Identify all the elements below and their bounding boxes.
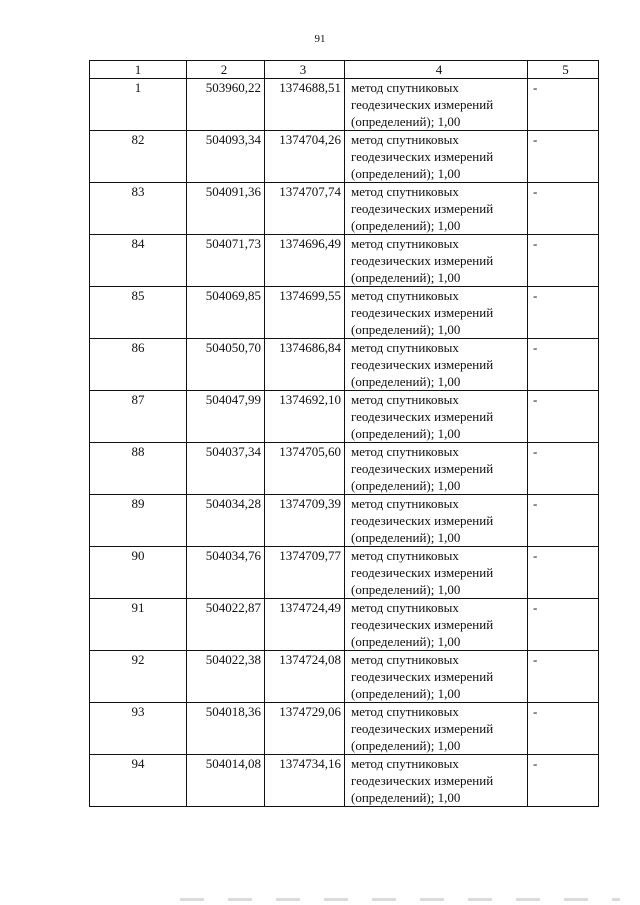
table-row [90, 339, 599, 391]
x-coordinate-cell: 503960,22 [187, 79, 265, 131]
y-coordinate-cell: 1374734,16 [265, 755, 345, 807]
method-accuracy-cell: метод спутниковых геодезических измерений (определений); 1,00 [345, 599, 528, 651]
note-cell: - [528, 339, 599, 391]
note-cell: - [528, 287, 599, 339]
method-accuracy-cell: метод спутниковых геодезических измерений (определений); 1,00 [345, 651, 528, 703]
method-accuracy-cell: метод спутниковых геодезических измерений (определений); 1,00 [345, 339, 528, 391]
header-col-1: 1 [90, 61, 187, 79]
note-cell: - [528, 755, 599, 807]
x-coordinate-cell: 504022,38 [187, 651, 265, 703]
note-cell: - [528, 495, 599, 547]
x-coordinate-cell: 504093,34 [187, 131, 265, 183]
y-coordinate-cell: 1374692,10 [265, 391, 345, 443]
x-coordinate-cell: 504050,70 [187, 339, 265, 391]
y-coordinate-cell: 1374729,06 [265, 703, 345, 755]
x-coordinate-cell: 504069,85 [187, 287, 265, 339]
y-coordinate-cell: 1374704,26 [265, 131, 345, 183]
note-cell: - [528, 651, 599, 703]
header-col-3: 3 [265, 61, 345, 79]
note-cell: - [528, 599, 599, 651]
method-accuracy-cell: метод спутниковых геодезических измерений (определений); 1,00 [345, 495, 528, 547]
method-accuracy-cell: метод спутниковых геодезических измерений (определений); 1,00 [345, 547, 528, 599]
table-row [90, 703, 599, 755]
method-accuracy-cell: метод спутниковых геодезических измерений (определений); 1,00 [345, 391, 528, 443]
x-coordinate-cell: 504071,73 [187, 235, 265, 287]
method-accuracy-cell: метод спутниковых геодезических измерений (определений); 1,00 [345, 235, 528, 287]
x-coordinate-cell: 504022,87 [187, 599, 265, 651]
note-cell: - [528, 131, 599, 183]
y-coordinate-cell: 1374705,60 [265, 443, 345, 495]
x-coordinate-cell: 504047,99 [187, 391, 265, 443]
y-coordinate-cell: 1374688,51 [265, 79, 345, 131]
method-accuracy-cell: метод спутниковых геодезических измерений (определений); 1,00 [345, 443, 528, 495]
table-row [90, 547, 599, 599]
table-row [90, 755, 599, 807]
coordinates-table [89, 60, 599, 807]
y-coordinate-cell: 1374686,84 [265, 339, 345, 391]
table-header-row [90, 61, 599, 79]
table-row [90, 131, 599, 183]
point-number-cell: 88 [90, 443, 187, 495]
method-accuracy-cell: метод спутниковых геодезических измерений (определений); 1,00 [345, 703, 528, 755]
point-number-cell: 92 [90, 651, 187, 703]
x-coordinate-cell: 504034,76 [187, 547, 265, 599]
table-row [90, 79, 599, 131]
point-number-cell: 86 [90, 339, 187, 391]
table-row [90, 235, 599, 287]
note-cell: - [528, 79, 599, 131]
page-number: 91 [314, 33, 326, 45]
point-number-cell: 84 [90, 235, 187, 287]
table-row [90, 495, 599, 547]
note-cell: - [528, 443, 599, 495]
point-number-cell: 87 [90, 391, 187, 443]
method-accuracy-cell: метод спутниковых геодезических измерений (определений); 1,00 [345, 131, 528, 183]
point-number-cell: 85 [90, 287, 187, 339]
note-cell: - [528, 391, 599, 443]
note-cell: - [528, 547, 599, 599]
table-row [90, 651, 599, 703]
y-coordinate-cell: 1374709,39 [265, 495, 345, 547]
header-col-2: 2 [187, 61, 265, 79]
y-coordinate-cell: 1374724,08 [265, 651, 345, 703]
method-accuracy-cell: метод спутниковых геодезических измерений (определений); 1,00 [345, 183, 528, 235]
header-col-5: 5 [528, 61, 599, 79]
point-number-cell: 82 [90, 131, 187, 183]
y-coordinate-cell: 1374707,74 [265, 183, 345, 235]
point-number-cell: 89 [90, 495, 187, 547]
table-row [90, 443, 599, 495]
scan-artifact [180, 898, 620, 901]
y-coordinate-cell: 1374709,77 [265, 547, 345, 599]
y-coordinate-cell: 1374696,49 [265, 235, 345, 287]
point-number-cell: 90 [90, 547, 187, 599]
point-number-cell: 83 [90, 183, 187, 235]
x-coordinate-cell: 504091,36 [187, 183, 265, 235]
x-coordinate-cell: 504014,08 [187, 755, 265, 807]
point-number-cell: 94 [90, 755, 187, 807]
table-row [90, 287, 599, 339]
method-accuracy-cell: метод спутниковых геодезических измерений (определений); 1,00 [345, 287, 528, 339]
header-col-4: 4 [345, 61, 528, 79]
point-number-cell: 93 [90, 703, 187, 755]
table-row [90, 391, 599, 443]
table-row [90, 599, 599, 651]
x-coordinate-cell: 504034,28 [187, 495, 265, 547]
method-accuracy-cell: метод спутниковых геодезических измерений (определений); 1,00 [345, 755, 528, 807]
table-row [90, 183, 599, 235]
x-coordinate-cell: 504018,36 [187, 703, 265, 755]
y-coordinate-cell: 1374724,49 [265, 599, 345, 651]
note-cell: - [528, 703, 599, 755]
note-cell: - [528, 183, 599, 235]
note-cell: - [528, 235, 599, 287]
y-coordinate-cell: 1374699,55 [265, 287, 345, 339]
x-coordinate-cell: 504037,34 [187, 443, 265, 495]
point-number-cell: 1 [90, 79, 187, 131]
point-number-cell: 91 [90, 599, 187, 651]
method-accuracy-cell: метод спутниковых геодезических измерений (определений); 1,00 [345, 79, 528, 131]
